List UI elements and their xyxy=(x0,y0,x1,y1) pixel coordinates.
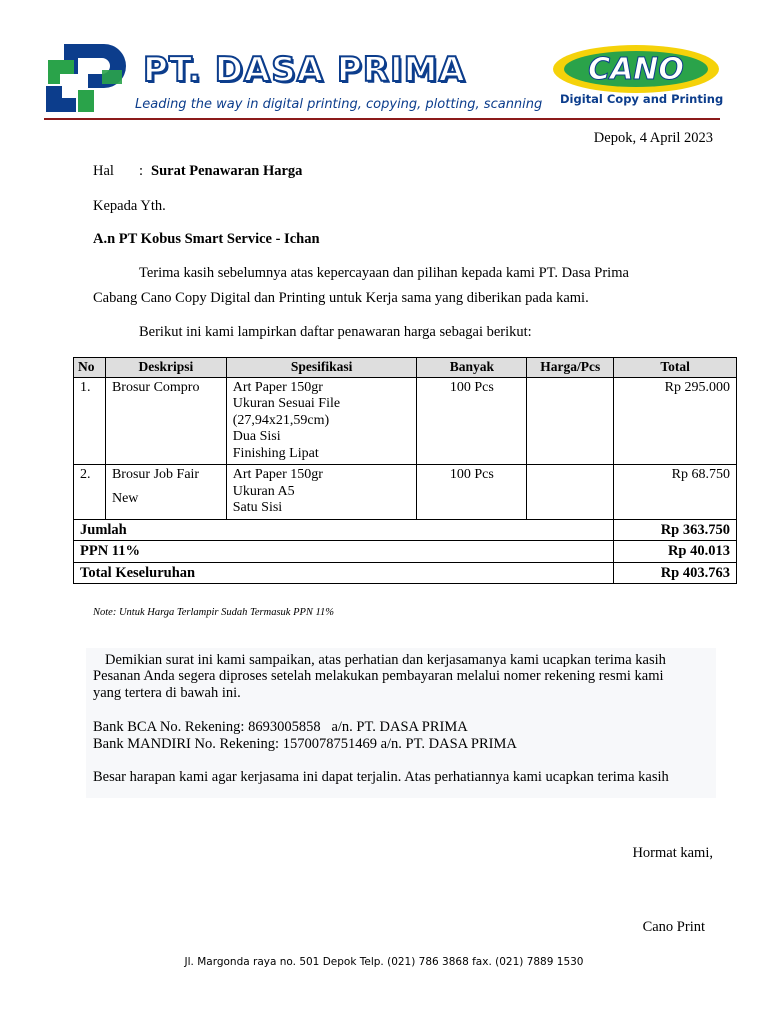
row-total: Rp 68.750 xyxy=(614,465,737,520)
bank-account-bca: Bank BCA No. Rekening: 8693005858 a/n. PT. DASA PRIMA xyxy=(93,719,468,735)
closing-hope: Besar harapan kami agar kerjasama ini dapat terjalin. Atas perhatiannya kami ucapkan terima kasih xyxy=(93,769,669,785)
table-row xyxy=(74,465,737,520)
tax-row xyxy=(74,541,737,563)
tax-value: Rp 40.013 xyxy=(614,541,737,563)
row-quantity: 100 Pcs xyxy=(417,377,527,465)
brand-subtitle: Digital Copy and Printing xyxy=(560,92,724,106)
subtotal-row xyxy=(74,519,737,541)
header-divider xyxy=(44,118,720,120)
description-line: New xyxy=(111,490,139,506)
row-description xyxy=(105,377,226,465)
row-unit-price xyxy=(527,465,614,520)
closing-line-1: Demikian surat ini kami sampaikan, atas perhatian dan kerjasamanya kami ucapkan terima kasih xyxy=(105,652,666,668)
recipient-intro: Kepada Yth. xyxy=(93,198,166,214)
subtotal-label: Jumlah xyxy=(74,519,614,541)
row-unit-price xyxy=(527,377,614,465)
footer-address: Jl. Margonda raya no. 501 Depok Telp. (021) 786 3868 fax. (021) 7889 1530 xyxy=(184,956,584,968)
company-logo-icon xyxy=(42,40,132,116)
spec-line: (27,94x21,59cm) xyxy=(232,412,330,428)
row-quantity: 100 Pcs xyxy=(417,465,527,520)
tax-label: PPN 11% xyxy=(74,541,614,563)
header-total: Total xyxy=(614,358,737,378)
intro-line-1: Terima kasih sebelumnya atas kepercayaan dan pilihan kepada kami PT. Dasa Prima xyxy=(139,265,629,281)
cano-logo-text: CANO xyxy=(588,52,684,87)
header-quantity: Banyak xyxy=(417,358,527,378)
spec-line: Art Paper 150gr xyxy=(232,467,323,482)
bank-account-mandiri: Bank MANDIRI No. Rekening: 1570078751469 a/n. PT. DASA PRIMA xyxy=(93,736,517,752)
intro-line-3: Berikut ini kami lampirkan daftar penawaran harga sebagai berikut: xyxy=(139,324,532,340)
spec-line: Ukuran Sesuai File xyxy=(232,396,341,411)
description-line: Brosur Job Fair xyxy=(111,467,200,482)
regards: Hormat kami, xyxy=(632,845,713,861)
cano-logo xyxy=(552,44,720,94)
spec-line: Art Paper 150gr xyxy=(232,379,323,395)
row-description xyxy=(105,465,226,520)
spec-line: Satu Sisi xyxy=(232,500,283,515)
description-line: Brosur Compro xyxy=(111,379,200,395)
row-specification xyxy=(226,377,417,465)
spec-line: Dua Sisi xyxy=(232,429,281,444)
intro-line-2: Cabang Cano Copy Digital dan Printing untuk Kerja sama yang diberikan pada kami. xyxy=(93,290,589,306)
subject-text: Surat Penawaran Harga xyxy=(151,163,303,179)
spec-line: Finishing Lipat xyxy=(232,445,319,461)
signature: Cano Print xyxy=(642,919,705,935)
quotation-table xyxy=(73,357,737,584)
subject-label: Hal xyxy=(93,163,114,179)
tax-note: Note: Untuk Harga Terlampir Sudah Termasuk PPN 11% xyxy=(93,607,335,618)
place-date: Depok, 4 April 2023 xyxy=(593,130,713,146)
header-description: Deskripsi xyxy=(105,358,226,378)
company-tagline: Leading the way in digital printing, copying, plotting, scanning xyxy=(135,97,543,112)
closing-line-2: Pesanan Anda segera diproses setelah melakukan pembayaran melalui nomer rekening resmi kami xyxy=(93,668,664,684)
row-specification xyxy=(226,465,417,520)
row-no: 2. xyxy=(74,465,106,520)
grand-total-label: Total Keseluruhan xyxy=(74,562,614,584)
subject-colon: : xyxy=(139,163,144,179)
header-unit-price: Harga/Pcs xyxy=(527,358,614,378)
company-name: PT. DASA PRIMA xyxy=(143,50,466,90)
closing-line-3: yang tertera di bawah ini. xyxy=(93,685,241,701)
spec-line: Ukuran A5 xyxy=(232,483,295,499)
grand-total-row xyxy=(74,562,737,584)
row-no: 1. xyxy=(74,377,106,465)
grand-total-value: Rp 403.763 xyxy=(614,562,737,584)
header-specification: Spesifikasi xyxy=(226,358,417,378)
row-total: Rp 295.000 xyxy=(614,377,737,465)
table-row xyxy=(74,377,737,465)
header-no: No xyxy=(74,358,106,378)
subtotal-value: Rp 363.750 xyxy=(614,519,737,541)
recipient-name: A.n PT Kobus Smart Service - Ichan xyxy=(93,231,320,247)
table-header-row xyxy=(74,358,737,378)
